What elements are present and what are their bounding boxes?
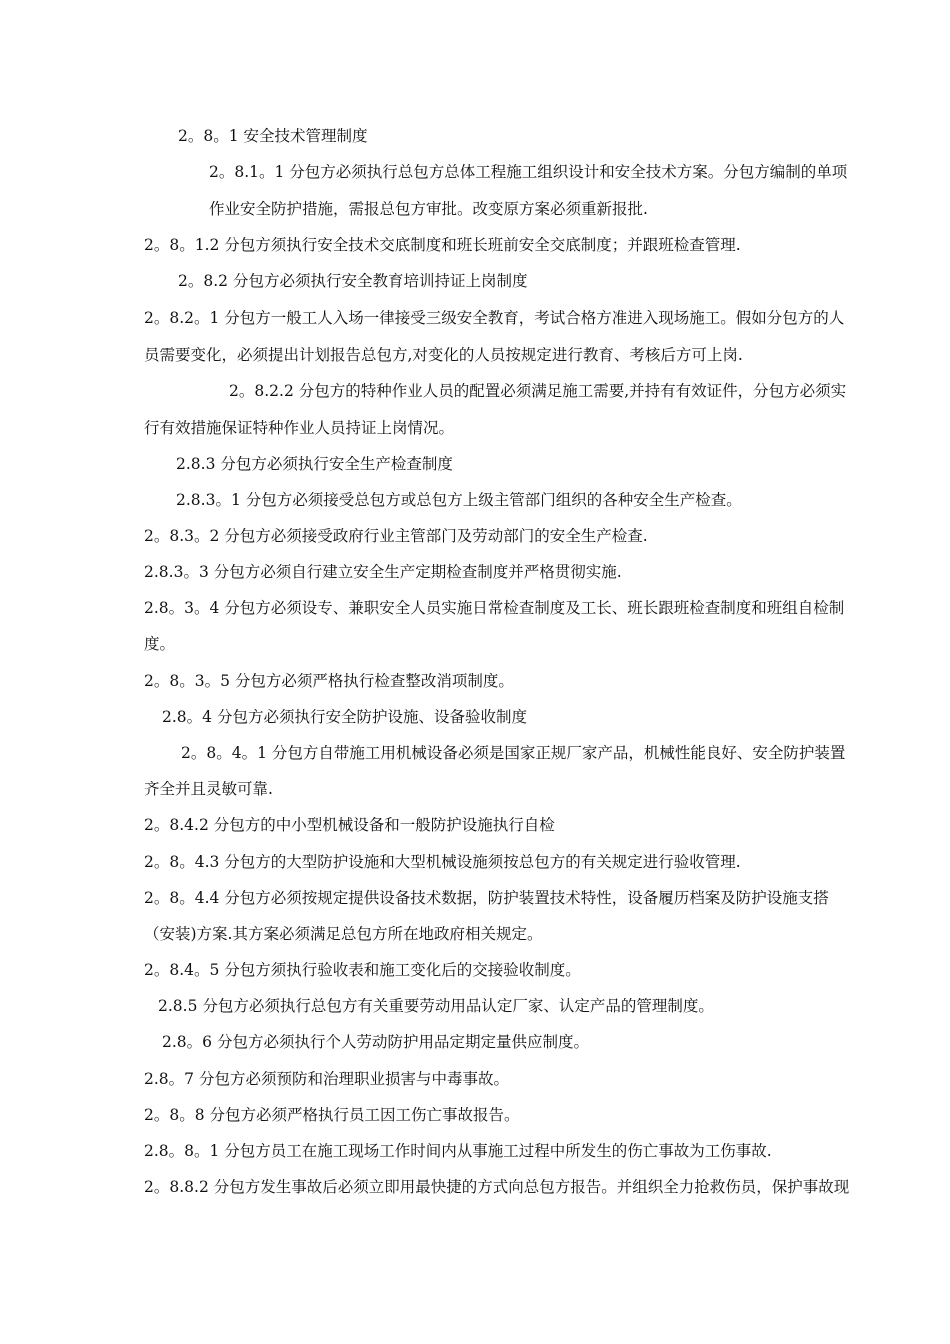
paragraph-line: 2。8。4.3 分包方的大型防护设施和大型机械设施须按总包方的有关规定进行验收管理. [144, 853, 741, 871]
section-heading: 2。8。8 分包方必须严格执行员工因工伤亡事故报告。 [144, 1106, 520, 1124]
paragraph-line: 2。8.8.2 分包方发生事故后必须立即用最快捷的方式向总包方报告。并组织全力抢救伤员，保护事故现 [144, 1178, 850, 1196]
paragraph-line: 2.8.3。3 分包方必须自行建立安全生产定期检查制度并严格贯彻实施. [144, 563, 622, 581]
paragraph-line: 2。8.4。5 分包方须执行验收表和施工变化后的交接验收制度。 [144, 961, 581, 979]
paragraph-line: 2。8。4.4 分包方必须按规定提供设备技术数据，防护装置技术特性，设备履历档案及防护设施支搭 [144, 889, 829, 907]
paragraph-line: 齐全并且灵敏可靠. [144, 780, 273, 798]
paragraph-line: 2。8。1.2 分包方须执行安全技术交底制度和班长班前安全交底制度；并跟班检查管理. [144, 236, 741, 254]
section-heading: 2.8.5 分包方必须执行总包方有关重要劳动用品认定厂家、认定产品的管理制度。 [158, 997, 714, 1015]
section-heading: 2.8。4 分包方必须执行安全防护设施、设备验收制度 [162, 708, 527, 726]
paragraph-line: 2.8。8。1 分包方员工在施工现场工作时间内从事施工过程中所发生的伤亡事故为工伤事故. [144, 1142, 772, 1160]
paragraph-line: 2。8。4。1 分包方自带施工用机械设备必须是国家正规厂家产品，机械性能良好、安全防护装置 [181, 744, 846, 762]
paragraph-line: 2。8。3。5 分包方必须严格执行检查整改消项制度。 [144, 672, 514, 690]
paragraph-line: 行有效措施保证特种作业人员持证上岗情况。 [144, 419, 455, 437]
section-heading: 2.8。6 分包方必须执行个人劳动防护用品定期定量供应制度。 [162, 1033, 589, 1051]
paragraph-line: 2.8。3。4 分包方必须设专、兼职安全人员实施日常检查制度及工长、班长跟班检查制度和班组自检制 [144, 599, 845, 617]
paragraph-line: 2.8.3。1 分包方必须接受总包方或总包方上级主管部门组织的各种安全生产检查。 [176, 491, 742, 509]
paragraph-line: （安装)方案.其方案必须满足总包方所在地政府相关规定。 [144, 925, 543, 943]
paragraph-line: 2。8.1。1 分包方必须执行总包方总体工程施工组织设计和安全技术方案。分包方编制的单项 [209, 163, 848, 181]
paragraph-line: 度。 [144, 635, 176, 653]
section-heading: 2.8。7 分包方必须预防和治理职业损害与中毒事故。 [144, 1070, 509, 1088]
paragraph-line: 2。8.2.2 分包方的特种作业人员的配置必须满足施工需要,并持有有效证件，分包方必须实 [229, 382, 847, 400]
paragraph-line: 2。8.2。1 分包方一般工人入场一律接受三级安全教育，考试合格方准进入现场施工。假如分包方的人 [144, 309, 845, 327]
paragraph-line: 员需要变化，必须提出计划报告总包方,对变化的人员按规定进行教育、考核后方可上岗. [144, 346, 743, 364]
paragraph-line: 2。8.3。2 分包方必须接受政府行业主管部门及劳动部门的安全生产检查. [144, 527, 648, 545]
paragraph-line: 作业安全防护措施，需报总包方审批。改变原方案必须重新报批. [209, 200, 648, 218]
section-heading: 2。8.2 分包方必须执行安全教育培训持证上岗制度 [178, 272, 528, 290]
section-heading: 2.8.3 分包方必须执行安全生产检查制度 [176, 455, 453, 473]
section-heading: 2。8。1 安全技术管理制度 [178, 127, 368, 145]
paragraph-line: 2。8.4.2 分包方的中小型机械设备和一般防护设施执行自检 [144, 816, 555, 834]
